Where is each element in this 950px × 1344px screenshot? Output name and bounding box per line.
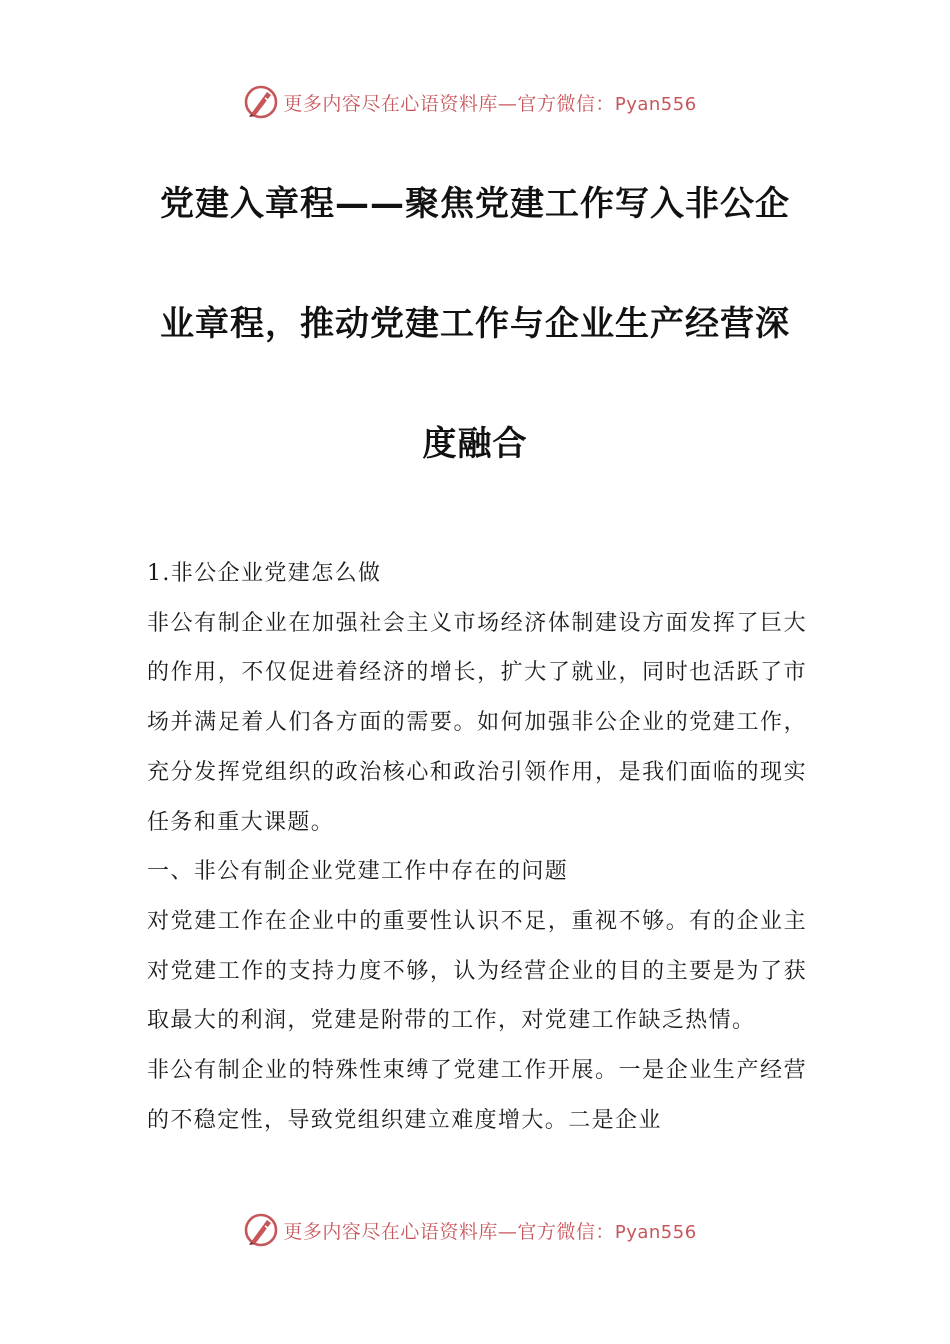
wechat-id: Pyan556 bbox=[614, 1221, 697, 1243]
watermark-text: 更多内容尽在心语资料库—官方微信：Pyan556 bbox=[283, 92, 697, 115]
watermark-text: 更多内容尽在心语资料库—官方微信：Pyan556 bbox=[283, 1220, 697, 1243]
pen-logo-icon bbox=[243, 84, 279, 120]
document-title-line-3: 度融合 bbox=[422, 424, 528, 464]
paragraph: 对党建工作在企业中的重要性认识不足，重视不够。有的企业主对党建工作的支持力度不够，认为经营企业的目的主要是为了获取最大的利润，党建是附带的工作，对党建工作缺乏热情。 bbox=[147, 908, 807, 1034]
header-watermark-banner bbox=[0, 80, 950, 124]
pen-logo-icon bbox=[243, 1212, 279, 1248]
document-title-line-1: 党建入章程——聚焦党建工作写入非公企 bbox=[160, 184, 790, 224]
document-title-line-2: 业章程，推动党建工作与企业生产经营深 bbox=[160, 304, 790, 344]
document-body bbox=[147, 549, 807, 1145]
section-heading: 1.非公企业党建怎么做 bbox=[147, 561, 382, 586]
footer-watermark-banner bbox=[0, 1208, 950, 1252]
paragraph: 非公有制企业在加强社会主义市场经济体制建设方面发挥了巨大的作用，不仅促进着经济的增长，扩大了就业，同时也活跃了市场并满足着人们各方面的需要。如何加强非公企业的党建工作，充分发挥党组织的政治核心和政治引领作用，是我们面临的现实任务和重大课题。 bbox=[147, 610, 807, 835]
wechat-id: Pyan556 bbox=[614, 93, 697, 115]
paragraph: 非公有制企业的特殊性束缚了党建工作开展。一是企业生产经营的不稳定性，导致党组织建立难度增大。二是企业 bbox=[147, 1058, 807, 1133]
subsection-heading: 一、非公有制企业党建工作中存在的问题 bbox=[147, 859, 569, 885]
